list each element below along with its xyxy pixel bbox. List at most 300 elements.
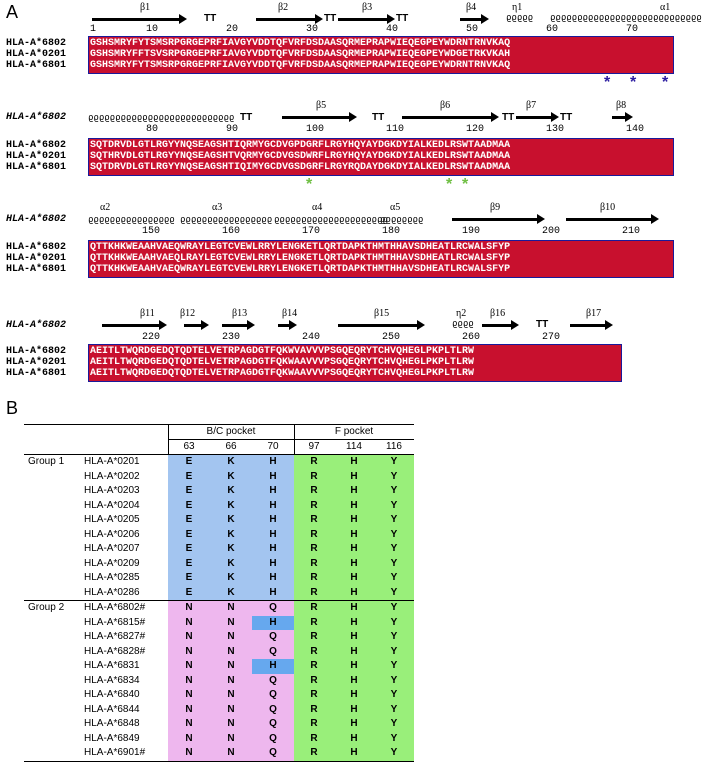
residue-cell: N <box>185 703 193 715</box>
allele-name: HLA-A*0205 <box>84 514 140 525</box>
ss-label: β14 <box>282 308 298 319</box>
allele-name: HLA-A*0209 <box>84 557 140 569</box>
residue-cell: Q <box>269 674 277 686</box>
block-header-name: HLA-A*6802 <box>6 320 67 331</box>
residue-cell: H <box>350 660 358 671</box>
residue-number: 220 <box>142 332 161 343</box>
residue-cell: R <box>310 586 318 598</box>
residue-cell: R <box>310 645 318 657</box>
group1-body <box>24 455 414 600</box>
allele-name: HLA-A*6848 <box>84 718 140 729</box>
ss-label: β4 <box>466 2 477 13</box>
residue-cell: Y <box>390 528 398 540</box>
turn-label: TT <box>536 319 549 330</box>
ss-label: β13 <box>232 308 248 319</box>
residue-cell: K <box>227 485 235 496</box>
turn-label: TT <box>324 13 337 24</box>
residue-cell: H <box>350 674 358 686</box>
strand-arrow <box>566 218 652 221</box>
ss-label: α5 <box>390 202 401 213</box>
residue-cell: Y <box>390 586 398 598</box>
strand-arrow <box>102 324 160 327</box>
residue-cell: H <box>252 659 294 674</box>
sequence-row: QTTKHKWEAAHVAEQWRAYLEGTCVEWLRRYLENGKETLQRTDAPKTHMTHHAVSDHEATLRCWALSFYP <box>90 242 511 253</box>
residue-cell: N <box>185 645 193 657</box>
residue-cell: K <box>227 572 235 583</box>
residue-cell: R <box>310 528 318 540</box>
helix-coil: ϱϱϱϱϱ <box>506 13 534 23</box>
residue-cell: K <box>227 514 235 525</box>
residue-cell: Q <box>269 703 277 715</box>
position-header: 114 <box>346 441 362 452</box>
residue-cell: H <box>269 514 277 525</box>
residue-cell: N <box>227 689 235 700</box>
ss-label: β17 <box>586 308 602 319</box>
residue-number: 140 <box>626 124 645 135</box>
ss-label: β10 <box>600 202 616 213</box>
sequence-row: SQTDRVDLGTLRGYYNQSEAGSHTIQRMYGCDVGPDGRFLRGYHQYAYDGKDYIALKEDLRSWTAADMAA <box>90 140 511 151</box>
residue-cell: N <box>185 747 193 758</box>
residue-cell: H <box>350 557 358 569</box>
residue-cell: R <box>310 602 318 613</box>
residue-cell: N <box>227 631 235 642</box>
residue-cell: E <box>185 586 193 598</box>
residue-cell: Y <box>390 747 398 758</box>
sequence-name: HLA-A*0201 <box>6 151 67 162</box>
residue-number: 250 <box>382 332 401 343</box>
allele-name: HLA-A*0207 <box>84 543 140 554</box>
helix-coil: ϱϱϱϱϱϱϱϱϱϱϱϱϱϱϱϱϱϱϱϱϱ <box>274 215 388 225</box>
residue-number: 120 <box>466 124 485 135</box>
residue-cell: H <box>269 528 277 540</box>
residue-number: 270 <box>542 332 561 343</box>
residue-cell: E <box>185 470 193 482</box>
residue-cell: R <box>310 543 318 554</box>
residue-cell: Y <box>390 689 398 700</box>
residue-cell: K <box>227 586 235 598</box>
sequence-row: AEITLTWQRDGEDQTQDTELVETRPAGDGTFQKWVAVVVPSGQEQRYTCHVQHEGLPKPLTLRW <box>90 346 475 357</box>
strand-arrow <box>256 18 316 21</box>
residue-cell: Y <box>390 631 398 642</box>
strand-arrow <box>278 324 290 327</box>
turn-label: TT <box>204 13 217 24</box>
residue-cell: E <box>185 514 193 525</box>
ss-label: β8 <box>616 100 627 111</box>
panel-b-letter: B <box>6 398 19 418</box>
strand-arrow <box>402 116 492 119</box>
allele-name: HLA-A*0203 <box>84 485 140 496</box>
turn-label: TT <box>240 112 253 123</box>
allele-name: HLA-A*0285 <box>84 572 140 583</box>
residue-cell: H <box>269 485 277 496</box>
residue-cell: H <box>350 602 358 613</box>
residue-cell: N <box>227 703 235 715</box>
strand-arrow <box>92 18 180 21</box>
residue-cell: N <box>185 660 193 671</box>
residue-cell: E <box>185 557 193 569</box>
residue-cell: N <box>227 602 235 613</box>
allele-name: HLA-A*6901# <box>84 747 146 758</box>
helix-coil: ϱϱϱϱ <box>452 319 474 329</box>
table-row <box>24 616 414 631</box>
residue-cell: H <box>252 616 294 631</box>
residue-cell: E <box>185 528 193 540</box>
residue-cell: E <box>185 572 193 583</box>
residue-cell: Y <box>390 703 398 715</box>
residue-number: 130 <box>546 124 565 135</box>
residue-cell: N <box>185 631 193 642</box>
allele-name: HLA-A*6831 <box>84 660 140 671</box>
residue-cell: H <box>350 689 358 700</box>
residue-cell: R <box>310 703 318 715</box>
residue-number: 260 <box>462 332 481 343</box>
sequence-name: HLA-A*6802 <box>6 38 67 49</box>
residue-cell: N <box>227 616 235 628</box>
table-row <box>24 688 414 703</box>
table-row <box>24 542 414 557</box>
residue-cell: E <box>185 543 193 554</box>
residue-cell: R <box>310 718 318 729</box>
residue-cell: H <box>269 557 277 569</box>
ss-label: β16 <box>490 308 506 319</box>
table-row <box>24 513 414 528</box>
residue-cell: Q <box>269 747 277 758</box>
sequence-row: QTTKHKWEAAHVAEQWRAYLEGTCVEWLRRYLENGKETLQRTDAPKTHMTHHAVSDHEATLRCWALSFYP <box>90 264 511 275</box>
residue-cell: R <box>310 470 318 482</box>
residue-number: 230 <box>222 332 241 343</box>
table-row <box>24 601 414 616</box>
residue-cell: N <box>227 732 235 744</box>
allele-name: HLA-A*6828# <box>84 645 146 657</box>
residue-cell: Y <box>390 718 398 729</box>
residue-cell: R <box>310 747 318 758</box>
residue-number: 70 <box>626 24 639 35</box>
strand-arrow <box>184 324 202 327</box>
residue-cell: N <box>227 674 235 686</box>
residue-cell: Y <box>390 499 398 511</box>
sequence-row: SQTHRVDLGTLRGYYNQSEAGSHTVQRMYGCDVGSDWRFLRGYHQYAYDGKDYIALKEDLRSWTAADMAA <box>90 151 511 162</box>
residue-cell: E <box>185 485 193 496</box>
sequence-name: HLA-A*6802 <box>6 242 67 253</box>
ss-label: η2 <box>456 308 467 319</box>
residue-number: 160 <box>222 226 241 237</box>
sequence-name: HLA-A*0201 <box>6 49 67 60</box>
residue-cell: Q <box>269 718 277 729</box>
residue-cell: R <box>310 616 318 628</box>
block-header-name: HLA-A*6802 <box>6 214 67 225</box>
residue-cell: H <box>350 616 358 628</box>
position-star: * <box>446 176 453 193</box>
residue-cell: R <box>310 485 318 496</box>
group-label: Group 1 <box>28 456 65 467</box>
residue-cell: N <box>185 718 193 729</box>
residue-cell: K <box>227 543 235 554</box>
residue-number: 110 <box>386 124 405 135</box>
position-star: * <box>662 74 669 91</box>
helix-coil: ϱϱϱϱϱϱϱϱ <box>380 215 424 225</box>
sequence-row: GSHSMRYFYTSMSRPGRGEPRFIAVGYVDDTQFVRFDSDAASQRMEPRAPWIEQEGPEYWDRNTRNVKAQ <box>90 38 511 49</box>
residue-number: 190 <box>462 226 481 237</box>
table-row <box>24 630 414 645</box>
residue-number: 1 <box>90 24 97 35</box>
strand-arrow <box>338 18 388 21</box>
position-header: 66 <box>225 441 237 452</box>
table-row <box>24 586 414 601</box>
table-row <box>24 499 414 514</box>
ss-label: β11 <box>140 308 155 319</box>
helix-coil: ϱϱϱϱϱϱϱϱϱϱϱϱϱϱϱϱ <box>88 215 175 225</box>
residue-number: 50 <box>466 24 479 35</box>
residue-cell: H <box>350 499 358 511</box>
residue-cell: Y <box>390 543 398 554</box>
sequence-name: HLA-A*6801 <box>6 162 67 173</box>
pocket-table-wrap <box>24 424 414 762</box>
block-header-name: HLA-A*6802 <box>6 112 67 123</box>
turn-label: TT <box>502 112 515 123</box>
allele-name: HLA-A*6849 <box>84 732 140 744</box>
residue-cell: Q <box>269 631 277 642</box>
residue-cell: Q <box>269 602 277 613</box>
residue-cell: H <box>269 572 277 583</box>
strand-arrow <box>460 18 482 21</box>
helix-coil: ϱϱϱϱϱϱϱϱϱϱϱϱϱϱϱϱϱϱϱϱϱϱϱϱϱϱϱϱ <box>550 13 702 23</box>
table-row <box>24 455 414 470</box>
residue-cell: N <box>227 747 235 758</box>
sequence-name: HLA-A*0201 <box>6 253 67 264</box>
residue-cell: N <box>185 616 193 628</box>
residue-cell: H <box>350 528 358 540</box>
residue-cell: H <box>350 572 358 583</box>
residue-cell: H <box>350 456 358 467</box>
residue-cell: E <box>185 456 193 467</box>
residue-cell: R <box>310 732 318 744</box>
residue-number: 10 <box>146 24 159 35</box>
residue-cell: H <box>350 645 358 657</box>
residue-cell: R <box>310 514 318 525</box>
residue-cell: Q <box>269 645 277 657</box>
allele-name: HLA-A*0204 <box>84 499 140 511</box>
residue-cell: R <box>310 674 318 686</box>
allele-name: HLA-A*6844 <box>84 703 140 715</box>
allele-name: HLA-A*0202 <box>84 470 140 482</box>
residue-number: 60 <box>546 24 559 35</box>
table-row <box>24 659 414 674</box>
turn-label: TT <box>372 112 385 123</box>
allele-name: HLA-A*6840 <box>84 689 140 700</box>
residue-cell: H <box>350 514 358 525</box>
group2-body <box>24 601 414 761</box>
residue-number: 100 <box>306 124 325 135</box>
position-star: * <box>306 176 313 193</box>
residue-cell: H <box>350 703 358 715</box>
residue-cell: H <box>350 631 358 642</box>
residue-cell: H <box>350 470 358 482</box>
sequence-name: HLA-A*6802 <box>6 346 67 357</box>
residue-number: 240 <box>302 332 321 343</box>
table-row <box>24 528 414 543</box>
ss-label: β5 <box>316 100 327 111</box>
position-star: * <box>462 176 469 193</box>
sequence-row: GSHSMRYFYTSMSRPGRGEPRFIAVGYVDDTQFVRFDSDAASQRMEPRAPWIEQEGPEYWDRNTRNVKAQ <box>90 60 511 71</box>
table-row <box>24 645 414 660</box>
sequence-row: SQTDRVDLGTLRGYYNQSEAGSHTIQIMYGCDVGSDGRFLRGYRQDAYDGKDYIALKEDLRSWTAADMAA <box>90 162 511 173</box>
residue-cell: R <box>310 689 318 700</box>
table-row <box>24 674 414 689</box>
table-row <box>24 571 414 586</box>
residue-cell: Y <box>390 572 398 583</box>
residue-cell: N <box>185 674 193 686</box>
residue-number: 150 <box>142 226 161 237</box>
sequence-row: GSHSMRYFFTSVSRPGRGEPRFIAVGYVDDTQFVRFDSDAASQRMEPRAPWIEQEGPEYWDGETRKVKAH <box>90 49 511 60</box>
table-row <box>24 484 414 499</box>
residue-cell: K <box>227 470 235 482</box>
residue-number: 200 <box>542 226 561 237</box>
residue-cell: H <box>350 732 358 744</box>
residue-cell: K <box>227 557 235 569</box>
ss-label: β7 <box>526 100 537 111</box>
residue-cell: N <box>185 602 193 613</box>
residue-cell: Q <box>269 732 277 744</box>
strand-arrow <box>282 116 350 119</box>
position-header: 70 <box>267 441 279 452</box>
residue-cell: Y <box>390 485 398 496</box>
allele-name: HLA-A*6827# <box>84 631 146 642</box>
residue-cell: H <box>269 470 277 482</box>
strand-arrow <box>222 324 248 327</box>
table-row <box>24 746 414 761</box>
position-star: * <box>604 74 611 91</box>
residue-cell: Y <box>390 660 398 671</box>
ss-label: η1 <box>512 2 523 13</box>
strand-arrow <box>338 324 418 327</box>
residue-number: 20 <box>226 24 239 35</box>
strand-arrow <box>452 218 538 221</box>
residue-cell: H <box>350 485 358 496</box>
table-row <box>24 470 414 485</box>
residue-cell: N <box>227 660 235 671</box>
helix-coil: ϱϱϱϱϱϱϱϱϱϱϱϱϱϱϱϱϱϱϱϱϱϱϱϱϱϱϱ <box>88 113 235 123</box>
ss-label: α1 <box>660 2 671 13</box>
residue-cell: H <box>269 499 277 511</box>
residue-cell: H <box>269 543 277 554</box>
position-header: 63 <box>183 441 195 452</box>
residue-cell: H <box>350 747 358 758</box>
ss-label: β2 <box>278 2 289 13</box>
residue-cell: N <box>185 732 193 744</box>
table-row <box>24 557 414 572</box>
residue-cell: R <box>310 572 318 583</box>
residue-cell: Y <box>390 732 398 744</box>
residue-cell: H <box>269 586 277 598</box>
sequence-name: HLA-A*6801 <box>6 264 67 275</box>
group-label: Group 2 <box>28 602 65 613</box>
allele-name: HLA-A*6815# <box>84 616 146 628</box>
position-header: 97 <box>308 441 320 452</box>
panel-a-letter: A <box>6 2 19 22</box>
residue-cell: Y <box>390 674 398 686</box>
residue-number: 170 <box>302 226 321 237</box>
residue-cell: H <box>350 586 358 598</box>
allele-name: HLA-A*0206 <box>84 528 140 540</box>
sequence-name: HLA-A*0201 <box>6 357 67 368</box>
residue-cell: E <box>185 499 193 511</box>
residue-cell: Y <box>390 645 398 657</box>
residue-cell: K <box>227 528 235 540</box>
residue-number: 90 <box>226 124 239 135</box>
allele-name: HLA-A*0201 <box>84 456 140 467</box>
residue-cell: Y <box>390 616 398 628</box>
residue-number: 40 <box>386 24 399 35</box>
residue-cell: K <box>227 499 235 511</box>
position-star: * <box>630 74 637 91</box>
residue-cell: K <box>227 456 235 467</box>
bc-pocket-header: B/C pocket <box>206 426 256 437</box>
residue-cell: R <box>310 456 318 467</box>
sequence-row: AEITLTWQRDGEDQTQDTELVETRPAGDGTFQKWAAVVVPSGQEQRYTCHVQHEGLPKPLTLRW <box>90 357 475 368</box>
ss-label: β9 <box>490 202 501 213</box>
table-row <box>24 703 414 718</box>
residue-cell: R <box>310 660 318 671</box>
sequence-name: HLA-A*6801 <box>6 60 67 71</box>
turn-label: TT <box>396 13 409 24</box>
residue-cell: Q <box>269 689 277 700</box>
ss-label: α2 <box>100 202 111 213</box>
ss-label: β1 <box>140 2 151 13</box>
residue-cell: H <box>350 718 358 729</box>
ss-label: α4 <box>312 202 323 213</box>
residue-cell: R <box>310 631 318 642</box>
residue-cell: Y <box>390 456 398 467</box>
residue-cell: Y <box>390 602 398 613</box>
residue-cell: H <box>350 543 358 554</box>
ss-label: β15 <box>374 308 390 319</box>
sequence-row: AEITLTWQRDGEDQTQDTELVETRPAGDGTFQKWAAVVVPSGQEQRYTCHVQHEGLPKPLTLRW <box>90 368 475 379</box>
residue-cell: H <box>269 456 277 467</box>
residue-cell: N <box>227 718 235 729</box>
residue-cell: N <box>227 645 235 657</box>
sequence-name: HLA-A*6802 <box>6 140 67 151</box>
strand-arrow <box>612 116 626 119</box>
residue-number: 80 <box>146 124 159 135</box>
residue-number: 180 <box>382 226 401 237</box>
sequence-name: HLA-A*6801 <box>6 368 67 379</box>
strand-arrow <box>482 324 512 327</box>
strand-arrow <box>516 116 552 119</box>
strand-arrow <box>570 324 606 327</box>
turn-label: TT <box>560 112 573 123</box>
helix-coil: ϱϱϱϱϱϱϱϱϱϱϱϱϱϱϱϱϱ <box>180 215 273 225</box>
ss-label: β6 <box>440 100 451 111</box>
table-row <box>24 717 414 732</box>
residue-cell: N <box>185 689 193 700</box>
residue-number: 30 <box>306 24 319 35</box>
ss-label: β12 <box>180 308 196 319</box>
ss-label: α3 <box>212 202 223 213</box>
residue-cell: Y <box>390 470 398 482</box>
f-pocket-header: F pocket <box>334 426 374 437</box>
allele-name: HLA-A*0286 <box>84 586 140 598</box>
sequence-row: QTTKHKWEAAHVAEQLRAYLEGTCVEWLRRYLENGKETLQRTDAPKTHMTHHAVSDHEATLRCWALSFYP <box>90 253 511 264</box>
allele-name: HLA-A*6802# <box>84 602 146 613</box>
ss-label: β3 <box>362 2 373 13</box>
residue-cell: Y <box>390 514 398 525</box>
position-header: 116 <box>386 441 402 452</box>
residue-cell: Y <box>390 557 398 569</box>
residue-cell: R <box>310 499 318 511</box>
residue-cell: R <box>310 557 318 569</box>
residue-number: 210 <box>622 226 641 237</box>
table-row <box>24 732 414 747</box>
